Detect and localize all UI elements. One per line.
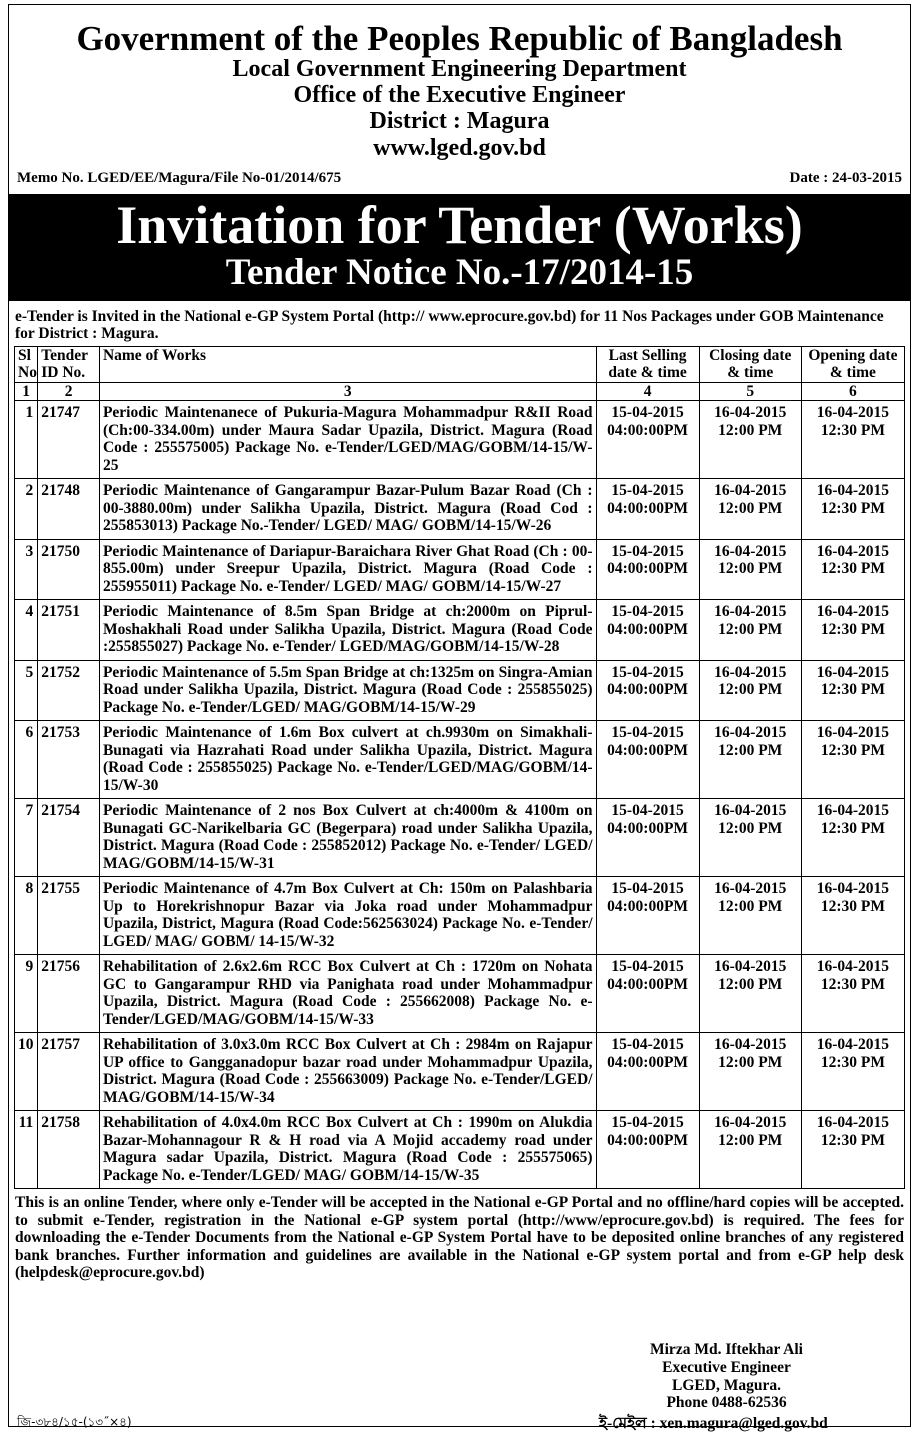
closing-date: 16-04-2015 (714, 724, 787, 742)
memo-line (9, 160, 910, 187)
selling-date: 15-04-2015 (611, 663, 684, 681)
tender-id-value: 21755 (41, 880, 80, 898)
selling-date: 15-04-2015 (611, 958, 684, 976)
notice-number: Tender Notice No.-17/2014-15 (225, 251, 694, 293)
cell-sl (15, 479, 38, 540)
cell-last-selling (596, 877, 699, 955)
sl-value: 7 (25, 802, 34, 820)
opening-time: 12:30 PM (820, 897, 885, 915)
closing-date: 16-04-2015 (714, 482, 787, 500)
cell-tender-id (38, 1033, 100, 1111)
cell-sl (15, 955, 38, 1033)
table-row (15, 539, 905, 600)
sl-value: 3 (25, 542, 34, 560)
tender-table (14, 346, 905, 1190)
cell-sl (15, 877, 38, 955)
cell-sl (15, 721, 38, 799)
cell-closing (699, 955, 801, 1033)
closing-time: 12:00 PM (718, 897, 783, 915)
cell-last-selling (596, 660, 699, 721)
cell-last-selling (596, 479, 699, 540)
cell-closing (699, 401, 801, 479)
closing-date: 16-04-2015 (714, 802, 787, 820)
selling-date: 15-04-2015 (611, 1114, 684, 1132)
selling-date: 15-04-2015 (611, 724, 684, 742)
cell-work-name (99, 401, 596, 479)
cell-sl (15, 1033, 38, 1111)
memo-number: Memo No. LGED/EE/Magura/File No-01/2014/675 (17, 170, 342, 186)
tender-id-value: 21748 (41, 482, 80, 500)
closing-time: 12:00 PM (718, 421, 783, 439)
work-description: Periodic Maintenance of Dariapur-Baraichara River Ghat Road (Ch : 00-855.00m) under Sreepur Upazila, District. Magura (Road Code : 255955011) Package No. e-Tender/ LGED/ MAG/ GOBM/14-15/W-27 (102, 542, 593, 595)
signatory-title: Executive Engineer (662, 1358, 791, 1376)
selling-date: 15-04-2015 (611, 1036, 684, 1054)
office-name: Office of the Executive Engineer (293, 82, 626, 108)
government-title: Government of the Peoples Republic of Bangladesh (76, 19, 843, 58)
closing-time: 12:00 PM (718, 975, 783, 993)
memo-date: Date : 24-03-2015 (789, 170, 902, 186)
opening-date: 16-04-2015 (816, 724, 890, 742)
work-description: Periodic Maintenanece of Pukuria-Magura Mohammadpur R&II Road (Ch:00-334.00m) under Maura Sadar Upazila, District. Magura (Road Code : 255575005) Package No. e-Tender/LGED/MAG/GOBM/14-15/W-25 (102, 404, 593, 474)
opening-time: 12:30 PM (820, 499, 885, 517)
district-name: District : Magura (369, 108, 550, 134)
table-row (15, 955, 905, 1033)
cell-opening (801, 721, 904, 799)
sl-value: 6 (25, 724, 34, 742)
work-description: Rehabilitation of 4.0x4.0m RCC Box Culvert at Ch : 1990m on Alukdia Bazar-Mohannagour R & H road via A Mojid accademy road under Magura sadar Upazila, District. Magura (Road Code : 255575065) Package No. e-Tender/LGED/ MAG/ GOBM/14-15/W-35 (102, 1114, 593, 1184)
table-row (15, 479, 905, 540)
selling-date: 15-04-2015 (611, 603, 684, 621)
tender-notice-page (8, 4, 911, 1432)
table-row (15, 799, 905, 877)
header-tender-id: Tender ID No. (38, 346, 100, 382)
opening-date: 16-04-2015 (816, 482, 890, 500)
notice-title: Invitation for Tender (Works) (116, 195, 803, 255)
cell-closing (699, 721, 801, 799)
tender-id-value: 21754 (41, 802, 80, 820)
cell-closing (699, 1033, 801, 1111)
header-last-selling: Last Selling date & time (596, 346, 699, 382)
selling-date: 15-04-2015 (611, 802, 684, 820)
cell-sl (15, 600, 38, 661)
header-closing: Closing date & time (699, 346, 801, 382)
cell-closing (699, 479, 801, 540)
cell-closing (699, 799, 801, 877)
cell-tender-id (38, 721, 100, 799)
cell-opening (801, 1033, 904, 1111)
closing-date: 16-04-2015 (714, 663, 787, 681)
cell-closing (699, 600, 801, 661)
opening-time: 12:30 PM (820, 975, 885, 993)
col-number: 2 (38, 382, 100, 401)
cell-opening (801, 877, 904, 955)
opening-time: 12:30 PM (820, 819, 885, 837)
col-number: 6 (801, 382, 904, 401)
closing-date: 16-04-2015 (714, 1036, 787, 1054)
cell-last-selling (596, 539, 699, 600)
table-row (15, 660, 905, 721)
tender-id-value: 21756 (41, 958, 80, 976)
title-banner (9, 194, 910, 301)
cell-last-selling (596, 401, 699, 479)
header-name-of-works: Name of Works (99, 346, 596, 382)
cell-opening (801, 479, 904, 540)
selling-time: 04:00:00PM (607, 560, 689, 578)
opening-date: 16-04-2015 (816, 663, 890, 681)
signatory-email: ই-মেইল : xen.magura@lged.gov.bd (599, 1415, 828, 1432)
sl-value: 11 (18, 1114, 34, 1132)
closing-time: 12:00 PM (718, 741, 783, 759)
table-row (15, 877, 905, 955)
cell-tender-id (38, 955, 100, 1033)
cell-work-name (99, 877, 596, 955)
cell-closing (699, 539, 801, 600)
selling-time: 04:00:00PM (607, 1053, 689, 1071)
selling-time: 04:00:00PM (607, 741, 689, 759)
selling-date: 15-04-2015 (611, 542, 684, 560)
selling-time: 04:00:00PM (607, 620, 689, 638)
selling-time: 04:00:00PM (607, 975, 689, 993)
opening-date: 16-04-2015 (816, 802, 890, 820)
table-row (15, 1033, 905, 1111)
opening-time: 12:30 PM (820, 560, 885, 578)
opening-date: 16-04-2015 (816, 1114, 890, 1132)
tender-id-value: 21758 (41, 1114, 80, 1132)
sl-value: 2 (25, 482, 34, 500)
col-number: 4 (596, 382, 699, 401)
sl-value: 4 (25, 603, 34, 621)
selling-time: 04:00:00PM (607, 681, 689, 699)
opening-date: 16-04-2015 (816, 404, 890, 422)
work-description: Periodic Maintenance of 2 nos Box Culvert at ch:4000m & 4100m on Bunagati GC-Narikelbaria GC (Begerpara) road under Salikha Upazila, District. Magura (Road Code : 255852012) Package No. e-Tender/ LGED/ MAG/GOBM/14-15/W-31 (102, 802, 593, 872)
tender-rows (15, 401, 905, 1189)
cell-last-selling (596, 1033, 699, 1111)
closing-time: 12:00 PM (718, 560, 783, 578)
tender-id-value: 21753 (41, 724, 80, 742)
cell-opening (801, 539, 904, 600)
tender-id-value: 21750 (41, 542, 80, 560)
cell-tender-id (38, 660, 100, 721)
closing-date: 16-04-2015 (714, 603, 787, 621)
tender-id-value: 21751 (41, 603, 80, 621)
tender-id-value: 21752 (41, 663, 80, 681)
closing-date: 16-04-2015 (714, 404, 787, 422)
signatory-phone: Phone 0488-62536 (666, 1394, 787, 1412)
work-description: Periodic Maintenance of Gangarampur Bazar-Pulum Bazar Road (Ch : 00-3880.00m) under Salikha Upazila, District. Magura (Road Cod : 255853013) Package No.-Tender/ LGED/ MAG/ GOBM/14-15/W-26 (102, 482, 593, 535)
cell-tender-id (38, 479, 100, 540)
cell-work-name (99, 1033, 596, 1111)
table-row (15, 600, 905, 661)
cell-work-name (99, 660, 596, 721)
intro-paragraph: e-Tender is Invited in the National e-GP System Portal (http:// www.eprocure.gov.bd) for 11 Nos Packages under GOB Maintenance for District : Magura. (15, 307, 884, 343)
cell-tender-id (38, 877, 100, 955)
cell-sl (15, 799, 38, 877)
table-row (15, 1111, 905, 1189)
tender-id-value: 21757 (41, 1036, 80, 1054)
cell-work-name (99, 479, 596, 540)
sl-value: 10 (18, 1036, 34, 1054)
sl-value: 8 (25, 880, 34, 898)
cell-opening (801, 401, 904, 479)
cell-work-name (99, 721, 596, 799)
work-description: Periodic Maintenance of 1.6m Box culvert at ch.9930m on Simakhali-Bunagati via Hazrahati Road under Salikha Upazila, District. Magura (Road Code : 255855025) Package No. e-Tender/LGED/MAG/GOBM/14-15/W-30 (102, 724, 593, 794)
cell-sl (15, 660, 38, 721)
cell-work-name (99, 539, 596, 600)
cell-closing (699, 877, 801, 955)
footer-paragraph: This is an online Tender, where only e-Tender will be accepted in the National e-GP Portal and no offline/hard copies will be accepted. to submit e-Tender, registration in the National e-GP system portal (http://www/eprocure.gov.bd) is required. The fees for downloading the e-Tender Documents from the National e-GP System Portal have to be deposited online branches of any registered bank branches. Further information and guidelines are available in the National e-GP system portal and from e-GP help desk (helpdesk@eprocure.gov.bd) (15, 1194, 904, 1282)
selling-date: 15-04-2015 (611, 404, 684, 422)
opening-time: 12:30 PM (820, 620, 885, 638)
sl-value: 1 (25, 404, 34, 422)
tender-id-value: 21747 (41, 404, 80, 422)
selling-time: 04:00:00PM (607, 499, 689, 517)
opening-time: 12:30 PM (820, 681, 885, 699)
cell-sl (15, 539, 38, 600)
cell-tender-id (38, 539, 100, 600)
opening-time: 12:30 PM (820, 421, 885, 439)
cell-closing (699, 660, 801, 721)
header-opening: Opening date & time (801, 346, 904, 382)
work-description: Periodic Maintenance of 4.7m Box Culvert at Ch: 150m on Palashbaria Up to Horekrishnopur Bazar via Joka road under Mohammadpur Upazila, District, Magura (Road Code:562563024) Package No. e-Tender/ LGED/ MAG/ GOBM/ 14-15/W-32 (102, 880, 593, 950)
closing-date: 16-04-2015 (714, 542, 787, 560)
col-number: 5 (699, 382, 801, 401)
cell-opening (801, 799, 904, 877)
sl-value: 9 (25, 958, 34, 976)
cell-opening (801, 955, 904, 1033)
cell-closing (699, 1111, 801, 1189)
opening-date: 16-04-2015 (816, 958, 890, 976)
header-sl: Sl No (15, 346, 38, 382)
cell-tender-id (38, 799, 100, 877)
cell-last-selling (596, 600, 699, 661)
selling-time: 04:00:00PM (607, 819, 689, 837)
work-description: Periodic Maintenance of 8.5m Span Bridge at ch:2000m on Piprul-Moshakhali Road under Salikha Upazila, District. Magura (Road Code :255855027) Package No. e-Tender/ LGED/MAG/GOBM/14-15/W-28 (102, 603, 593, 656)
opening-time: 12:30 PM (820, 1053, 885, 1071)
selling-date: 15-04-2015 (611, 880, 684, 898)
cell-work-name (99, 799, 596, 877)
opening-time: 12:30 PM (820, 741, 885, 759)
print-reference: জি-৩৮৪/১৫-(১৩˝×৪) (17, 1415, 132, 1429)
closing-date: 16-04-2015 (714, 958, 787, 976)
table-header-row (15, 346, 905, 382)
cell-last-selling (596, 955, 699, 1033)
opening-date: 16-04-2015 (816, 1036, 890, 1054)
closing-date: 16-04-2015 (714, 1114, 787, 1132)
work-description: Periodic Maintenance of 5.5m Span Bridge at ch:1325m on Singra-Amian Road under Salikha Upazila, District. Magura (Road Code : 255855025) Package No. e-Tender/LGED/ MAG/GOBM/14-15/W-29 (102, 663, 593, 716)
cell-work-name (99, 1111, 596, 1189)
website-url: www.lged.gov.bd (373, 135, 546, 161)
cell-tender-id (38, 1111, 100, 1189)
department-name: Local Government Engineering Department (232, 56, 687, 82)
closing-time: 12:00 PM (718, 819, 783, 837)
sl-value: 5 (25, 663, 34, 681)
closing-date: 16-04-2015 (714, 880, 787, 898)
column-number-row (15, 382, 905, 401)
col-number: 3 (99, 382, 596, 401)
work-description: Rehabilitation of 2.6x2.6m RCC Box Culvert at Ch : 1720m on Nohata GC to Gangarampur RHD via Panighata road under Mohammadpur Upazila, District. Magura (Road Code : 255662008) Package No. e-Tender/LGED/MAG/GOBM/14-15/W-33 (102, 958, 593, 1028)
cell-opening (801, 1111, 904, 1189)
table-row (15, 401, 905, 479)
selling-date: 15-04-2015 (611, 482, 684, 500)
cell-last-selling (596, 721, 699, 799)
closing-time: 12:00 PM (718, 1053, 783, 1071)
signatory-office: LGED, Magura. (672, 1376, 781, 1394)
cell-opening (801, 660, 904, 721)
cell-opening (801, 600, 904, 661)
opening-date: 16-04-2015 (816, 880, 890, 898)
cell-work-name (99, 955, 596, 1033)
cell-tender-id (38, 401, 100, 479)
closing-time: 12:00 PM (718, 499, 783, 517)
col-number: 1 (15, 382, 38, 401)
opening-date: 16-04-2015 (816, 603, 890, 621)
selling-time: 04:00:00PM (607, 897, 689, 915)
cell-last-selling (596, 1111, 699, 1189)
table-row (15, 721, 905, 799)
selling-time: 04:00:00PM (607, 1131, 689, 1149)
selling-time: 04:00:00PM (607, 421, 689, 439)
cell-tender-id (38, 600, 100, 661)
closing-time: 12:00 PM (718, 620, 783, 638)
cell-last-selling (596, 799, 699, 877)
signature-block (629, 1341, 824, 1412)
signatory-name: Mirza Md. Iftekhar Ali (650, 1341, 803, 1358)
opening-date: 16-04-2015 (816, 542, 890, 560)
cell-sl (15, 1111, 38, 1189)
work-description: Rehabilitation of 3.0x3.0m RCC Box Culvert at Ch : 2984m on Rajapur UP office to Gangganadopur bazar road under Mohammadpur Upazila, District. Magura (Road Code : 255663009) Package No. e-Tender/LGED/ MAG/GOBM/14-15/W-34 (102, 1036, 593, 1106)
opening-time: 12:30 PM (820, 1131, 885, 1149)
cell-sl (15, 401, 38, 479)
cell-work-name (99, 600, 596, 661)
closing-time: 12:00 PM (718, 681, 783, 699)
closing-time: 12:00 PM (718, 1131, 783, 1149)
letterhead (9, 21, 910, 160)
